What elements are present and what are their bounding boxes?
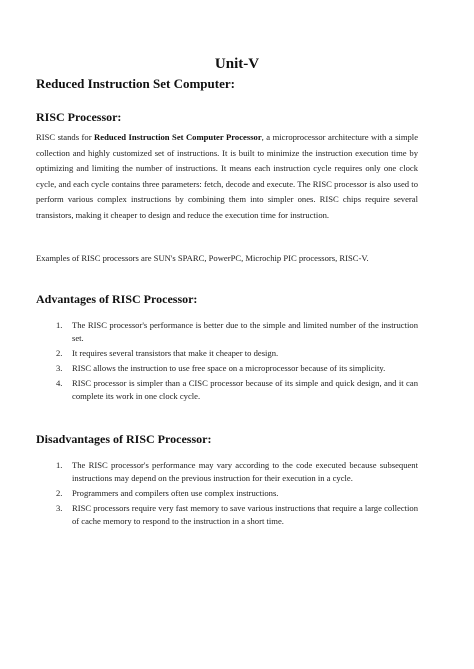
list-item-number: 1. (56, 320, 63, 330)
unit-title: Unit-V (214, 56, 260, 72)
list-item (56, 487, 418, 500)
disadvantages-list (56, 459, 418, 530)
risc-definition-paragraph (36, 130, 418, 223)
definition-intro-text: RISC stands for (36, 132, 95, 142)
list-item-number: 3. (56, 363, 63, 373)
list-item-text: Programmers and compilers often use complex instructions. (72, 488, 279, 498)
list-item-number: 1. (56, 460, 63, 470)
list-item (56, 459, 418, 485)
list-item (56, 362, 418, 375)
definition-bold-term: Reduced Instruction Set Computer Processor (94, 132, 262, 142)
list-item (56, 502, 418, 528)
risc-examples-paragraph: Examples of RISC processors are SUN's SPARC, PowerPC, Microchip PIC processors, RISC-V. (36, 253, 369, 263)
list-item-number: 2. (56, 488, 63, 498)
list-item-number: 2. (56, 348, 63, 358)
advantages-heading: Advantages of RISC Processor: (36, 292, 198, 306)
definition-body-text: , a microprocessor architecture with a simple collection and highly customized set of instructions. It is built to minimize the instruction execution time by optimizing and limiting the number of instructions. It means each instruction cycle requires only one clock cycle, and each cycle contains three parameters: fetch, decode and execute. The RISC processor is also used to perform various complex instructions by combining them into simpler ones. RISC chips require several transistors, making it cheaper to design and reduce the execution time for instruction. (36, 132, 419, 220)
list-item (56, 377, 418, 403)
list-item-text: RISC processor is simpler than a CISC processor because of its simple and quick design, and it can complete its work in one clock cycle. (72, 378, 418, 401)
list-item (56, 319, 418, 345)
disadvantages-heading: Disadvantages of RISC Processor: (36, 432, 212, 446)
document-heading: Reduced Instruction Set Computer: (36, 76, 235, 91)
list-item-text: RISC allows the instruction to use free space on a microprocessor because of its simplicity. (72, 363, 386, 373)
list-item-text: It requires several transistors that make it cheaper to design. (72, 348, 279, 358)
risc-processor-heading: RISC Processor: (36, 110, 122, 124)
list-item (56, 347, 418, 360)
list-item-number: 3. (56, 503, 63, 513)
list-item-text: The RISC processor's performance may vary according to the code executed because subsequent instructions may depend on the previous instruction for their execution in a cycle. (72, 460, 418, 483)
list-item-number: 4. (56, 378, 63, 388)
list-item-text: The RISC processor's performance is better due to the simple and limited number of the instruction set. (72, 320, 418, 343)
advantages-list (56, 319, 418, 405)
list-item-text: RISC processors require very fast memory to save various instructions that require a large collection of cache memory to respond to the instruction in a short time. (72, 503, 418, 526)
